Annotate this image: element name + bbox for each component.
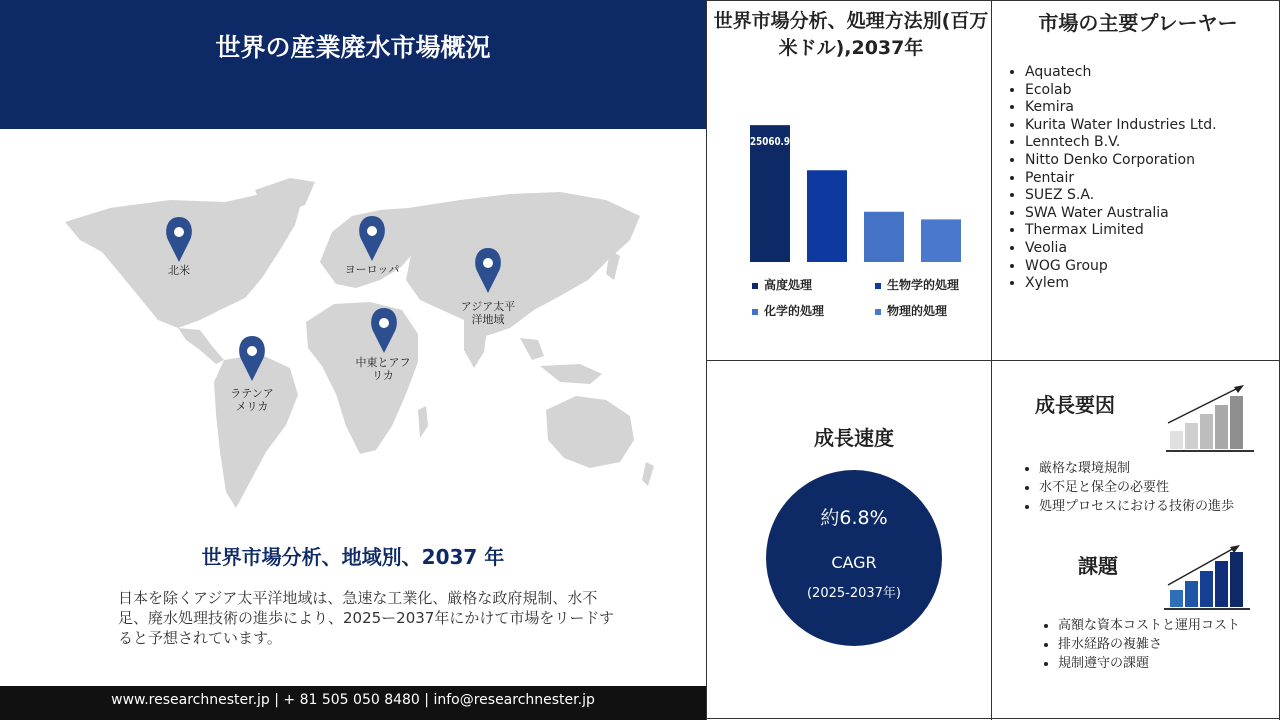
legend-label: 生物学的処理 — [887, 278, 960, 292]
legend-item — [752, 302, 824, 319]
legend-label: 物理的処理 — [887, 304, 948, 318]
growth-rate-title: 成長速度 — [814, 426, 894, 450]
legend-swatch — [752, 283, 758, 289]
bar-3 — [921, 219, 961, 262]
legend-item — [875, 276, 959, 293]
player-item: • Thermax Limited — [1025, 222, 1280, 240]
treatment-method-bar-chart — [740, 120, 980, 270]
players-list — [1008, 64, 1280, 293]
page-title: 世界の産業廃水市場概況 — [215, 33, 491, 62]
challenge-item: • 高額な資本コストと運用コスト — [1058, 616, 1258, 635]
divider-bottom — [706, 718, 1280, 719]
header-band — [0, 0, 706, 129]
driver-item: • 処理プロセスにおける技術の進歩 — [1039, 497, 1280, 516]
player-item: • Kemira — [1025, 99, 1280, 117]
drivers-list — [1022, 459, 1280, 516]
challenge-item: • 排水経路の複雑さ — [1058, 635, 1258, 654]
player-item: • SUEZ S.A. — [1025, 187, 1280, 205]
legend-item — [875, 302, 947, 319]
bar-2 — [864, 212, 904, 262]
region-analysis-title: 世界市場分析、地域別、2037 年 — [201, 545, 505, 569]
player-item: • SWA Water Australia — [1025, 205, 1280, 223]
region-label-asia-pacific: アジア太平洋地域 — [460, 300, 516, 326]
divider-top — [706, 0, 1280, 1]
cagr-label: CAGR — [831, 553, 877, 572]
player-item: • Nitto Denko Corporation — [1025, 152, 1280, 170]
challenges-title: 課題 — [1078, 554, 1118, 578]
bar-value-label: 25060.9 — [750, 135, 790, 149]
region-analysis-description: 日本を除くアジア太平洋地域は、急速な工業化、厳格な政府規制、水不足、廃水処理技術の進歩により、2025ー2037年にかけて市場をリードすると予想されています。 — [118, 589, 614, 647]
cagr-value: 約6.8% — [820, 507, 888, 529]
footer-contact: www.researchnester.jp | + 81 505 050 8480 | info@researchnester.jp — [111, 692, 595, 708]
legend-swatch — [875, 309, 881, 315]
challenge-bars-icon — [1160, 543, 1256, 613]
challenges-list — [1041, 616, 1258, 673]
region-label-europe: ヨーロッパ — [344, 263, 400, 276]
region-label-latin-america: ラテンアメリカ — [230, 387, 274, 413]
region-label-north-america: 北米 — [168, 264, 190, 277]
player-item: • Lenntech B.V. — [1025, 134, 1280, 152]
player-item: • Aquatech — [1025, 64, 1280, 82]
player-item: • Kurita Water Industries Ltd. — [1025, 117, 1280, 135]
player-item: • Ecolab — [1025, 82, 1280, 100]
drivers-title: 成長要因 — [1035, 393, 1115, 417]
challenge-item: • 規制遵守の課題 — [1058, 654, 1258, 673]
region-label-middle-east-africa: 中東とアフリカ — [355, 356, 411, 382]
legend-label: 化学的処理 — [764, 304, 825, 318]
world-map — [40, 170, 680, 520]
world-map-graphic — [40, 170, 680, 520]
player-item: • Pentair — [1025, 170, 1280, 188]
legend-swatch — [752, 309, 758, 315]
divider-horizontal — [706, 360, 1280, 361]
player-item: • Xylem — [1025, 275, 1280, 293]
legend-item — [752, 276, 812, 293]
player-item: • WOG Group — [1025, 258, 1280, 276]
legend-swatch — [875, 283, 881, 289]
cagr-period: (2025-2037年) — [806, 586, 901, 601]
driver-item: • 水不足と保全の必要性 — [1039, 478, 1280, 497]
players-title: 市場の主要プレーヤー — [1038, 11, 1238, 35]
chart-title: 世界市場分析、処理方法別(百万米ドル),2037年 — [713, 10, 989, 59]
bar-1 — [807, 170, 847, 262]
player-item: • Veolia — [1025, 240, 1280, 258]
growth-bars-icon — [1162, 383, 1258, 453]
driver-item: • 厳格な環境規制 — [1039, 459, 1280, 478]
legend-label: 高度処理 — [764, 278, 813, 292]
